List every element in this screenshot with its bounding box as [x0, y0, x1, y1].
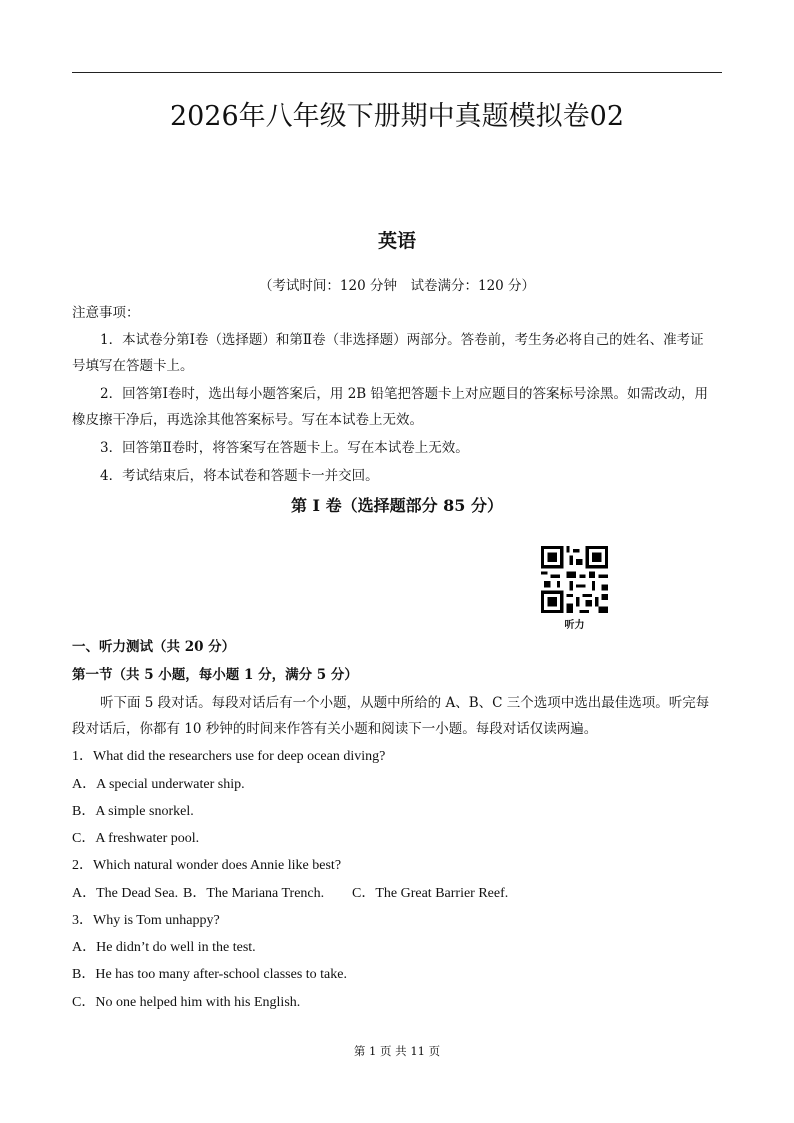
option-2c: C．The Great Barrier Reef.	[352, 886, 509, 901]
notes-heading: 注意事项：	[72, 305, 140, 321]
option-3a: A．He didn’t do well in the test.	[72, 940, 256, 955]
option-2a: A．The Dead Sea.	[72, 886, 179, 901]
subject-heading: 英语	[377, 230, 416, 252]
note-line: 4．考试结束后，将本试卷和答题卡一并交回。	[100, 468, 379, 484]
note-line: 号填写在答题卡上。	[72, 358, 194, 374]
option-3b: B．He has too many after-school classes to take.	[72, 967, 347, 982]
instructions-line: 听下面 5 段对话。每段对话后有一个小题，从题中所给的 A、B、C 三个选项中选出最佳选项。听完每	[100, 695, 710, 711]
section-heading: 一、听力测试（共 20 分）	[72, 639, 236, 655]
page-title: 2026年八年级下册期中真题模拟卷02	[169, 101, 625, 132]
instructions-line: 段对话后，你都有 10 秒钟的时间来作答有关小题和阅读下一小题。每段对话仅读两遍。	[72, 721, 598, 737]
option-1a: A．A special underwater ship.	[72, 777, 245, 792]
subsection-heading: 第一节（共 5 小题，每小题 1 分，满分 5 分）	[72, 667, 358, 683]
note-line: 2．回答第Ⅰ卷时，选出每小题答案后，用 2B 铅笔把答题卡上对应题目的答案标号涂黑。如需改动，用	[100, 386, 709, 402]
note-line: 3．回答第Ⅱ卷时，将答案写在答题卡上。写在本试卷上无效。	[100, 440, 469, 456]
option-1c: C．A freshwater pool.	[72, 831, 200, 846]
option-3c: C．No one helped him with his English.	[72, 995, 301, 1010]
header-rule	[72, 72, 722, 73]
page-footer: 第 1 页 共 11 页	[353, 1044, 441, 1058]
question-2: 2．Which natural wonder does Annie like best?	[72, 858, 342, 873]
note-line: 1．本试卷分第Ⅰ卷（选择题）和第Ⅱ卷（非选择题）两部分。答卷前，考生务必将自己的姓名、准考证	[100, 332, 704, 348]
qr-label: 听力	[564, 620, 585, 631]
part-heading: 第 I 卷（选择题部分 85 分）	[290, 496, 504, 515]
question-1: 1．What did the researchers use for deep ocean diving?	[72, 749, 386, 764]
option-2b: B．The Mariana Trench.	[183, 886, 325, 901]
option-1b: B．A simple snorkel.	[72, 804, 194, 819]
qr-code-icon[interactable]	[541, 546, 608, 613]
exam-info: （考试时间：120 分钟 试卷满分：120 分）	[258, 278, 536, 294]
question-3: 3．Why is Tom unhappy?	[72, 913, 220, 928]
note-line: 橡皮擦干净后，再选涂其他答案标号。写在本试卷上无效。	[72, 412, 423, 428]
